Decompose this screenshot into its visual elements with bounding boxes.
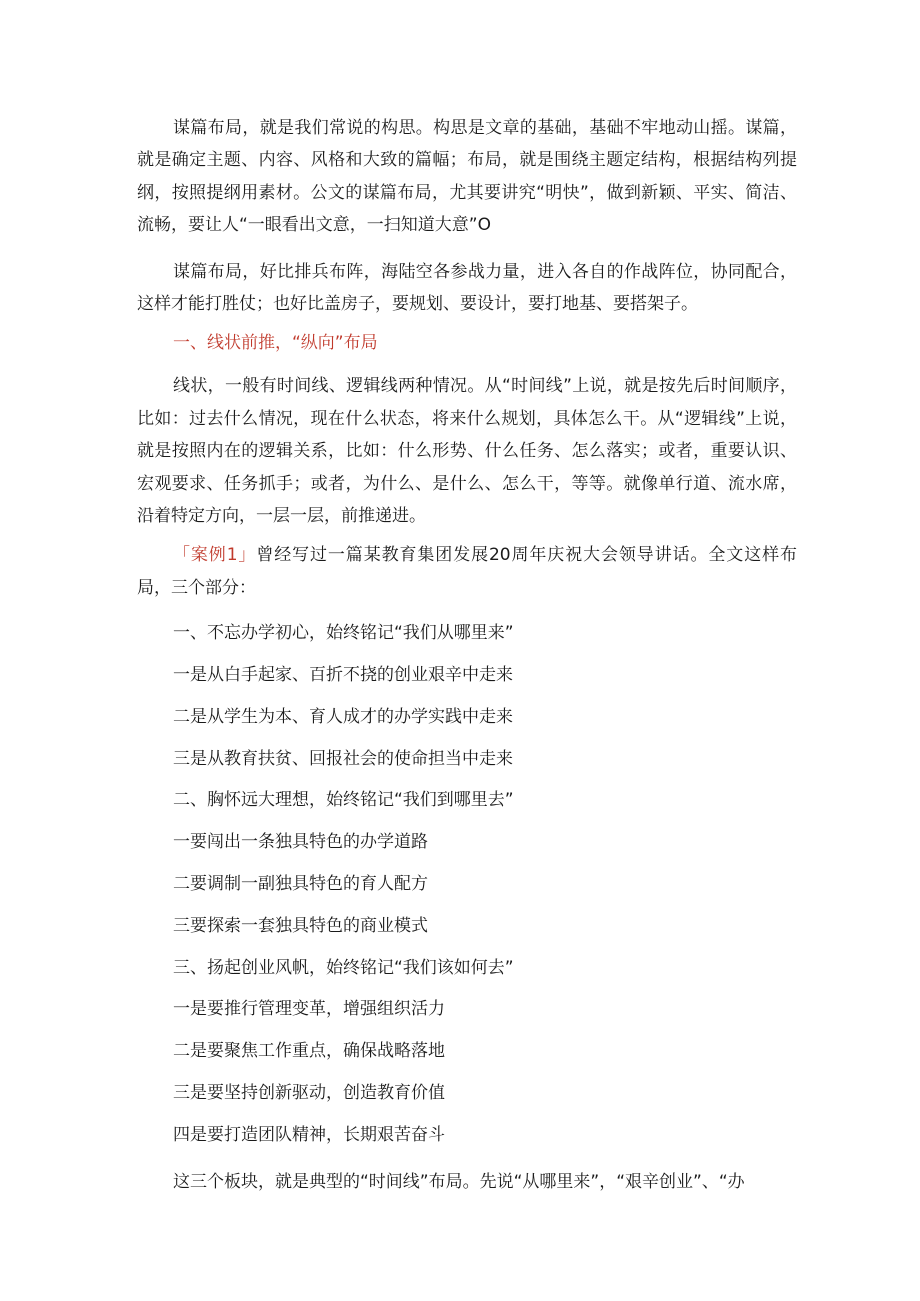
paragraph-intro: 谋篇布局，就是我们常说的构思。构思是文章的基础，基础不牢地动山摇。谋篇，就是确定主题、内容、风格和大致的篇幅；布局，就是围绕主题定结构，根据结构列提纲，按照提纲用素材。公文的谋篇布局，尤其要讲究“明快”，做到新颖、平实、简洁、流畅，要让人“一眼看出文意，一扫知道大意”O (137, 118, 797, 236)
case-label: 「案例1」 (173, 545, 257, 566)
outline-item: 二要调制一副独具特色的育人配方 (173, 874, 428, 895)
outline-item: 一是要推行管理变革，增强组织活力 (173, 999, 445, 1020)
outline-item: 一是从白手起家、百折不挠的创业艰辛中走来 (173, 665, 513, 686)
section-heading: 一、线状前推，“纵向”布局 (173, 333, 378, 354)
paragraph-linear: 线状，一般有时间线、逻辑线两种情况。从“时间线”上说，就是按先后时间顺序，比如：过去什么情况，现在什么状态，将来什么规划，具体怎么干。从“逻辑线”上说，就是按照内在的逻辑关系，比如：什么形势、什么任务、怎么落实；或者，重要认识、宏观要求、任务抓手；或者，为什么、是什么、怎么干，等等。就像单行道、流水席，沿着特定方向，一层一层，前推递进。 (137, 376, 797, 527)
document-page (137, 112, 797, 1198)
outline-item: 二、胸怀远大理想，始终铭记“我们到哪里去” (173, 790, 514, 811)
outline-item: 二是要聚焦工作重点，确保战略落地 (173, 1041, 445, 1062)
outline-item: 二是从学生为本、育人成才的办学实践中走来 (173, 706, 513, 727)
outline-item: 三、扬起创业风帆，始终铭记“我们该如何去” (173, 957, 514, 978)
outline-item: 三是从教育扶贫、回报社会的使命担当中走来 (173, 748, 513, 769)
paragraph-summary: 这三个板块，就是典型的“时间线”布局。先说“从哪里来”，“艰辛创业”、“办 (173, 1171, 745, 1192)
paragraph-case (137, 539, 797, 604)
outline-item: 一要闯出一条独具特色的办学道路 (173, 832, 428, 853)
paragraph-analogy: 谋篇布局，好比排兵布阵，海陆空各参战力量，进入各自的作战阵位，协同配合，这样才能打胜仗；也好比盖房子，要规划、要设计，要打地基、要搭架子。 (137, 261, 797, 315)
outline-item: 一、不忘办学初心，始终铭记“我们从哪里来” (173, 623, 514, 644)
outline-item: 四是要打造团队精神，长期艰苦奋斗 (173, 1124, 445, 1145)
outline-item: 三要探索一套独具特色的商业模式 (173, 915, 428, 936)
case-text: 曾经写过一篇某教育集团发展20周年庆祝大会领导讲话。全文这样布局，三个部分： (137, 545, 797, 598)
outline-item: 三是要坚持创新驱动，创造教育价值 (173, 1083, 445, 1104)
outline-list (137, 620, 797, 1163)
